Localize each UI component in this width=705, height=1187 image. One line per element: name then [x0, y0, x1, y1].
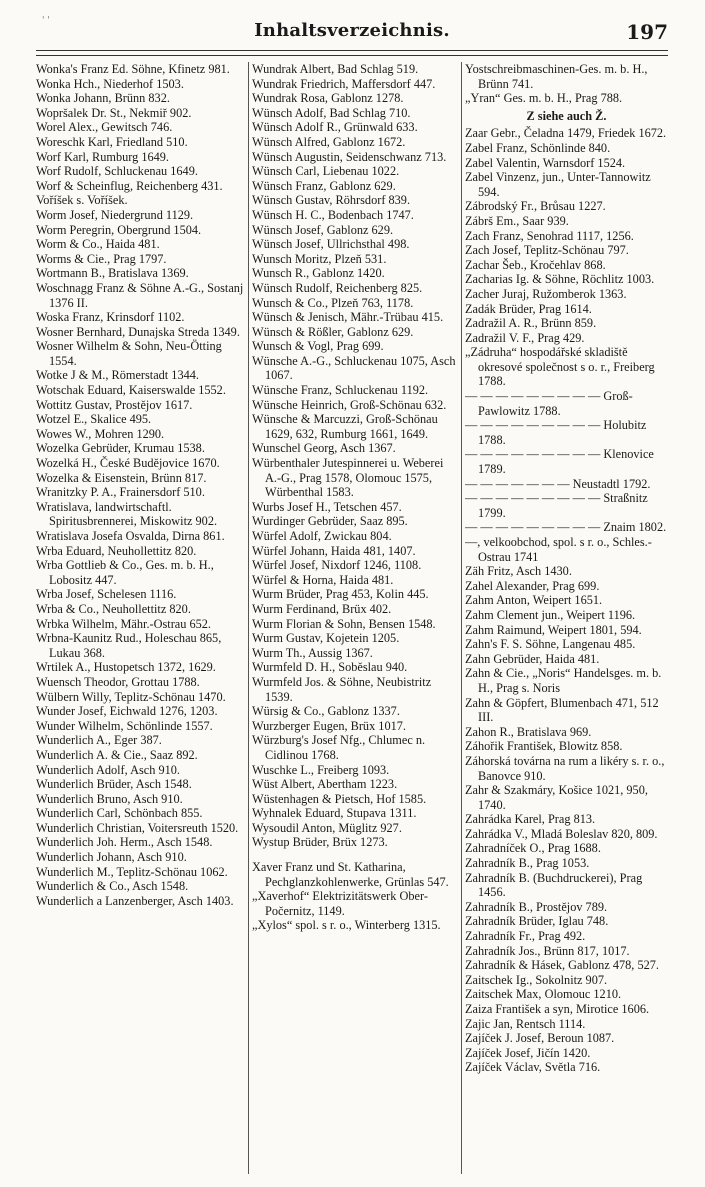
index-entry: Zahradník B., Prostějov 789.: [465, 899, 608, 914]
index-entry: Wülbern Willy, Teplitz-Schönau 1470.: [36, 689, 226, 704]
corner-mark: ' ': [42, 16, 50, 26]
index-entry: Wunderlich Carl, Schönbach 855.: [36, 806, 203, 821]
index-entry: Woreschk Karl, Friedland 510.: [36, 134, 188, 149]
index-entry: Zahn & Göpfert, Blumenbach 471, 512 III.: [465, 695, 659, 725]
index-entry: Wyhnalek Eduard, Stupava 1311.: [252, 806, 417, 821]
index-entry: Würsig & Co., Gablonz 1337.: [252, 704, 400, 719]
index-entry: Wünsch Carl, Liebenau 1022.: [252, 164, 400, 179]
index-entry: Wowes W., Mohren 1290.: [36, 426, 165, 441]
index-column-1: [36, 62, 244, 1182]
index-entry: Zahrádka V., Mladá Boleslav 820, 809.: [465, 826, 658, 841]
index-entry: Würbenthaler Jutespinnerei u. Weberei A.-G., Prag 1578, Olomouc 1575, Würbenthal 1583.: [252, 456, 444, 500]
index-entry: Wozelka Gebrüder, Krumau 1538.: [36, 441, 205, 456]
index-entry: Wratislava Josefa Osvalda, Dirna 861.: [36, 529, 225, 543]
index-entry: Zahm Anton, Weipert 1651.: [465, 593, 603, 608]
index-column-2: [252, 62, 457, 1182]
index-entry: Zahradník & Hásek, Gablonz 478, 527.: [465, 958, 659, 973]
index-entry: Zabel Franz, Schönlinde 840.: [465, 140, 611, 155]
index-entry: Wüst Albert, Abertham 1223.: [252, 777, 398, 792]
index-entry: Wunderlich Johann, Asch 910.: [36, 850, 187, 865]
index-entry: Wortmann B., Bratislava 1369.: [36, 266, 189, 281]
index-entry: Zahn & Cie., „Noris“ Handelsges. m. b. H., Prag s. Noris: [465, 666, 662, 695]
index-entry: Záhořik František, Blowitz 858.: [465, 739, 623, 754]
index-entry: Wunder Josef, Eichwald 1276, 1203.: [36, 704, 218, 719]
index-entry: — — — — — — — — — Straßnitz 1799.: [465, 491, 648, 520]
index-entry: Wotschak Eduard, Kaiserswalde 1552.: [36, 383, 226, 398]
index-entry: Wunsch Moritz, Plzeň 531.: [252, 251, 387, 266]
index-entry: Wünsch & Rößler, Gablonz 629.: [252, 324, 414, 339]
index-entry: „Zádruha“ hospodářské skladiště okresové společnost s o. r., Freiberg 1788.: [465, 345, 655, 389]
index-entry: Zajíček J. Josef, Beroun 1087.: [465, 1031, 615, 1046]
index-entry: Zajic Jan, Rentsch 1114.: [465, 1016, 586, 1031]
index-entry: Wünsche Heinrich, Groß-Schönau 632.: [252, 397, 447, 412]
index-entry: Wunderlich Adolf, Asch 910.: [36, 762, 180, 777]
index-entry: Wysoudil Anton, Müglitz 927.: [252, 820, 402, 835]
column-divider: [461, 62, 462, 1174]
index-entry: Wurmfeld D. H., Soběslau 940.: [252, 660, 408, 675]
index-entry: „Xaverhof“ Elektrizitätswerk Ober-Počernitz, 1149.: [252, 889, 428, 918]
index-entry: Wrtilek A., Hustopetsch 1372, 1629.: [36, 660, 216, 675]
index-entry: Zahradník Brüder, Iglau 748.: [465, 914, 609, 929]
index-entry: Zahr & Szakmáry, Košice 1021, 950, 1740.: [465, 783, 648, 812]
index-entry: Zahradník B. (Buchdruckerei), Prag 1456.: [465, 870, 643, 900]
index-entry: Wuschke L., Freiberg 1093.: [252, 762, 390, 777]
index-entry: Zahn's F. S. Söhne, Langenau 485.: [465, 637, 636, 652]
index-entry: Wunderlich Joh. Herm., Asch 1548.: [36, 835, 213, 850]
index-entry: Würfel Josef, Nixdorf 1246, 1108.: [252, 558, 422, 573]
index-entry: Wundrak Friedrich, Maffersdorf 447.: [252, 76, 436, 91]
index-entry: Zaiza František a syn, Mirotice 1606.: [465, 1002, 650, 1016]
index-entry: Wunderlich Bruno, Asch 910.: [36, 791, 183, 806]
index-entry: Wurm Brüder, Prag 453, Kolin 445.: [252, 587, 429, 602]
index-entry: Zábrš Em., Saar 939.: [465, 213, 569, 228]
index-entry: Zaar Gebr., Čeladna 1479, Friedek 1672.: [465, 126, 667, 141]
index-entry: Wurm Ferdinand, Brüx 402.: [252, 601, 392, 616]
index-entry: Wünsch Adolf R., Grünwald 633.: [252, 120, 418, 135]
index-entry: Wonka's Franz Ed. Söhne, Kfinetz 981.: [36, 62, 230, 76]
index-entry: Wünsch Augustin, Seidenschwanz 713.: [252, 149, 447, 164]
index-entry: Zabel Vinzenz, jun., Unter-Tannowitz 594.: [465, 170, 651, 199]
index-entry: Wrba Josef, Schelesen 1116.: [36, 587, 177, 602]
index-entry: Woska Franz, Krinsdorf 1102.: [36, 310, 185, 325]
index-entry: Zach Josef, Teplitz-Schönau 797.: [465, 243, 629, 258]
index-entry: Wünsch & Jenisch, Mähr.-Trübau 415.: [252, 310, 444, 325]
index-entry: — — — — — — — — — Holubitz 1788.: [465, 418, 647, 447]
index-entry: Zadák Brüder, Prag 1614.: [465, 301, 592, 316]
index-entry: Xaver Franz und St. Katharina, Pechglanzkohlenwerke, Grünlas 547.: [252, 860, 449, 889]
index-entry: Wonka Hch., Niederhof 1503.: [36, 76, 184, 91]
index-entry: — — — — — — — — — Znaim 1802.: [465, 520, 667, 535]
index-entry: Zachar Šeb., Kročehlav 868.: [465, 257, 606, 272]
index-entry: Wüstenhagen & Pietsch, Hof 1585.: [252, 791, 427, 806]
index-entry: Wünsch Franz, Gablonz 629.: [252, 178, 396, 193]
index-entry: Zahm Raimund, Weipert 1801, 594.: [465, 622, 642, 637]
index-entry: Zajíček Václav, Světla 716.: [465, 1060, 601, 1075]
index-entry: Würzburg's Josef Nfg., Chlumec n. Cidlinou 1768.: [252, 733, 426, 762]
index-entry: Wrbna-Kaunitz Rud., Holeschau 865, Lukau 368.: [36, 631, 222, 660]
index-entry: Wosner Bernhard, Dunajska Streda 1349.: [36, 324, 240, 339]
index-entry: Wonka Johann, Brünn 832.: [36, 91, 170, 106]
index-entry: Zaitschek Ig., Sokolnitz 907.: [465, 972, 608, 987]
index-entry: Wrba Gottlieb & Co., Ges. m. b. H., Lobositz 447.: [36, 558, 214, 587]
index-column-3: [465, 62, 668, 1182]
index-entry: Worms & Cie., Prag 1797.: [36, 251, 167, 266]
index-entry: Wurm Florian & Sohn, Bensen 1548.: [252, 616, 436, 631]
index-entry: „Xylos“ spol. s r. o., Winterberg 1315.: [252, 918, 441, 933]
index-entry: Wozelká H., České Budějovice 1670.: [36, 456, 220, 471]
index-entry: Wünsch Alfred, Gablonz 1672.: [252, 134, 406, 149]
index-entry: Wunderlich M., Teplitz-Schönau 1062.: [36, 864, 228, 879]
index-entry: Yostschreibmaschinen-Ges. m. b. H., Brünn 741.: [465, 62, 648, 91]
index-entry: Zahon R., Bratislava 969.: [465, 724, 592, 739]
index-entry: Wünsche Franz, Schluckenau 1192.: [252, 383, 429, 398]
index-entry: Wopršalek Dr. St., Nekmiř 902.: [36, 105, 192, 120]
index-entry: Woschnagg Franz & Söhne A.-G., Sostanj 1376 II.: [36, 280, 244, 310]
index-entry: Wratislava, landwirtschaftl. Spiritusbrennerei, Miskowitz 902.: [36, 499, 218, 529]
index-entry: Zahradník B., Prag 1053.: [465, 856, 590, 871]
index-entry: Wunderlich Brüder, Asch 1548.: [36, 777, 192, 792]
index-entry: Wozelka & Eisenstein, Brünn 817.: [36, 470, 207, 485]
index-entry: Wünsch Josef, Ullrichsthal 498.: [252, 237, 410, 252]
index-entry: Wosner Wilhelm & Sohn, Neu-Ötting 1554.: [36, 339, 222, 368]
index-entry: Zabel Valentin, Warnsdorf 1524.: [465, 155, 626, 170]
index-entry: Würfel & Horna, Haida 481.: [252, 572, 394, 587]
index-entry: Wunderlich Christian, Voitersreuth 1520.: [36, 820, 239, 835]
index-entry: Wotke J & M., Römerstadt 1344.: [36, 368, 199, 383]
index-entry: Wranitzky P. A., Frainersdorf 510.: [36, 485, 205, 500]
index-entry: Worm Peregrin, Obergrund 1504.: [36, 222, 202, 237]
index-entry: Worel Alex., Gewitsch 746.: [36, 120, 173, 135]
index-entry: Wurbs Josef H., Tetschen 457.: [252, 499, 402, 514]
index-entry: Zahn Gebrüder, Haida 481.: [465, 651, 600, 666]
index-entry: Zahradníček O., Prag 1688.: [465, 841, 601, 856]
index-entry: Zahrádka Karel, Prag 813.: [465, 812, 596, 827]
index-entry: Wünsche A.-G., Schluckenau 1075, Asch 1067.: [252, 353, 456, 383]
section-gap: [252, 850, 457, 860]
index-entry: Zäh Fritz, Asch 1430.: [465, 564, 572, 579]
index-entry: Zach Franz, Senohrad 1117, 1256.: [465, 228, 634, 243]
index-entry: Würfel Adolf, Zwickau 804.: [252, 529, 392, 543]
index-entry: Wunderlich & Co., Asch 1548.: [36, 879, 189, 894]
index-entry: Wünsch H. C., Bodenbach 1747.: [252, 207, 414, 222]
header-rule: [36, 50, 668, 51]
index-entry: Worf Karl, Rumburg 1649.: [36, 149, 170, 164]
index-entry: Wurm Gustav, Kojetein 1205.: [252, 631, 400, 646]
page-header: [36, 8, 668, 48]
index-entry: Wünsche & Marcuzzi, Groß-Schönau 1629, 632, Rumburg 1661, 1649.: [252, 412, 438, 441]
index-entry: —, velkoobchod, spol. s r. o., Schles.-Ostrau 1741: [465, 535, 652, 564]
index-entry: Zahel Alexander, Prag 699.: [465, 578, 600, 593]
index-entry: Wünsch Gustav, Röhrsdorf 839.: [252, 193, 411, 208]
index-entry: Wundrak Rosa, Gablonz 1278.: [252, 91, 404, 106]
index-entry: Wurmfeld Jos. & Söhne, Neubistritz 1539.: [252, 674, 432, 704]
index-entry: „Yran“ Ges. m. b. H., Prag 788.: [465, 91, 623, 106]
index-entry: Wundrak Albert, Bad Schlag 519.: [252, 62, 419, 76]
index-entry: Wunsch & Co., Plzeň 763, 1178.: [252, 295, 414, 310]
index-entry: Wurm Th., Aussig 1367.: [252, 645, 373, 660]
index-entry: Wurdinger Gebrüder, Saaz 895.: [252, 514, 408, 529]
index-entry: Zadražil A. R., Brünn 859.: [465, 316, 597, 331]
index-entry: — — — — — — — Neustadtl 1792.: [465, 476, 651, 491]
index-entry: Worf Rudolf, Schluckenau 1649.: [36, 164, 198, 179]
index-entry: Zahradník Jos., Brünn 817, 1017.: [465, 943, 630, 958]
index-entry: Zacharias Ig. & Söhne, Röchlitz 1003.: [465, 272, 655, 287]
index-entry: Zadražil V. F., Prag 429.: [465, 330, 585, 345]
index-entry: Worm Josef, Niedergrund 1129.: [36, 207, 194, 222]
index-entry: Wunsch R., Gablonz 1420.: [252, 266, 385, 281]
index-entry: Wünsch Adolf, Bad Schlag 710.: [252, 105, 411, 120]
index-entry: Wunschel Georg, Asch 1367.: [252, 441, 396, 456]
column-divider: [248, 62, 249, 1174]
index-entry: Wotzel E., Skalice 495.: [36, 412, 152, 427]
index-entry: Zajíček Josef, Jičín 1420.: [465, 1045, 591, 1060]
index-entry: Voříšek s. Voříšek.: [36, 193, 128, 208]
index-entry: Worm & Co., Haida 481.: [36, 237, 160, 252]
index-entry: Zacher Juraj, Ružomberok 1363.: [465, 286, 627, 301]
index-entry: Wunsch & Vogl, Prag 699.: [252, 339, 384, 354]
header-rule-lower: [36, 55, 668, 56]
page-title: Inhaltsverzeichnis.: [254, 20, 450, 41]
section-heading: Z siehe auch Ž.: [526, 108, 607, 123]
index-entry: Würfel Johann, Haida 481, 1407.: [252, 543, 416, 558]
index-entry: Zábrodský Fr., Brůsau 1227.: [465, 199, 606, 214]
index-entry: Zaitschek Max, Olomouc 1210.: [465, 987, 622, 1002]
index-entry: Worf & Scheinflug, Reichenberg 431.: [36, 178, 223, 193]
index-entry: Wrba Eduard, Neuhollettitz 820.: [36, 543, 197, 558]
index-entry: Wuensch Theodor, Grottau 1788.: [36, 674, 200, 689]
index-entry: Wystup Brüder, Brüx 1273.: [252, 835, 388, 850]
index-entry: Zahm Clement jun., Weipert 1196.: [465, 607, 636, 622]
index-entry: Zahradník Fr., Prag 492.: [465, 929, 586, 944]
index-entry: Záhorská továrna na rum a likéry s. r. o., Banovce 910.: [465, 753, 665, 783]
index-entry: Wunderlich A. & Cie., Saaz 892.: [36, 747, 198, 762]
index-entry: Wünsch Josef, Gablonz 629.: [252, 222, 394, 237]
index-entry: Wottitz Gustav, Prostějov 1617.: [36, 397, 193, 412]
index-entry: Wunder Wilhelm, Schönlinde 1557.: [36, 718, 213, 733]
index-entry: Wunderlich A., Eger 387.: [36, 733, 162, 748]
index-entry: Wrbka Wilhelm, Mähr.-Ostrau 652.: [36, 616, 212, 631]
index-entry: Wunderlich a Lanzenberger, Asch 1403.: [36, 893, 234, 908]
index-entry: Wurzberger Eugen, Brüx 1017.: [252, 718, 406, 733]
index-entry: Wünsch Rudolf, Reichenberg 825.: [252, 280, 423, 295]
index-entry: — — — — — — — — — Klenovice 1789.: [465, 447, 654, 477]
index-entry: Wrba & Co., Neuhollettitz 820.: [36, 601, 191, 616]
page-number: 197: [626, 20, 668, 44]
index-entry: — — — — — — — — — Groß-Pawlowitz 1788.: [465, 389, 633, 418]
